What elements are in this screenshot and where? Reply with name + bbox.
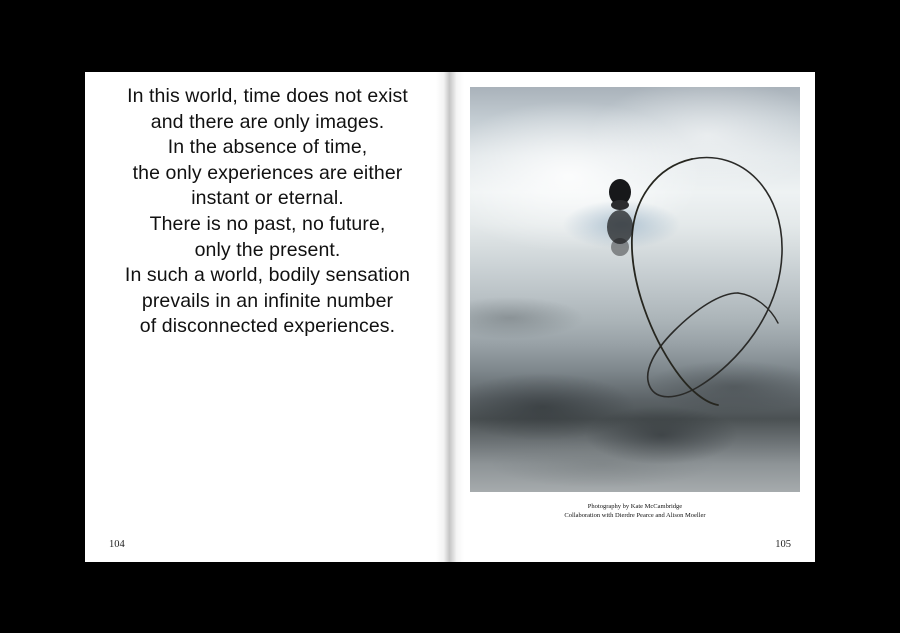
rope-tail	[738, 293, 778, 323]
poem-line: There is no past, no future,	[149, 212, 386, 235]
poem-line: of disconnected experiences.	[139, 315, 396, 338]
poem-text-block	[85, 84, 450, 340]
photo-credit	[470, 502, 800, 520]
photograph	[470, 87, 800, 492]
left-page	[85, 72, 450, 562]
poem-line: the only experiences are either	[132, 161, 403, 184]
photo-credit-line-2: Collaboration with Dierdre Pearce and Alison Moeller	[564, 512, 706, 519]
swimmer-shoulders	[611, 200, 629, 210]
poem-line: prevails in an infinite number	[141, 289, 394, 312]
poem-line: instant or eternal.	[191, 187, 344, 210]
poem-line: only the present.	[194, 238, 341, 261]
rope-loop-upper	[648, 158, 782, 397]
photograph-subjects	[470, 87, 800, 492]
page-number-right: 105	[775, 539, 791, 550]
right-page	[450, 72, 815, 562]
poem-line: In this world, time does not exist	[127, 85, 408, 107]
photo-credit-line-1: Photography by Kate McCambridge	[587, 503, 683, 510]
poem-line: In such a world, bodily sensation	[124, 264, 411, 287]
page-number-left: 104	[109, 539, 125, 550]
poem-line: In the absence of time,	[167, 136, 368, 159]
book-spread	[85, 72, 815, 562]
rope-loop-left	[632, 159, 718, 405]
swimmer-reflection-fade	[611, 238, 629, 256]
poem-line: and there are only images.	[150, 110, 385, 133]
